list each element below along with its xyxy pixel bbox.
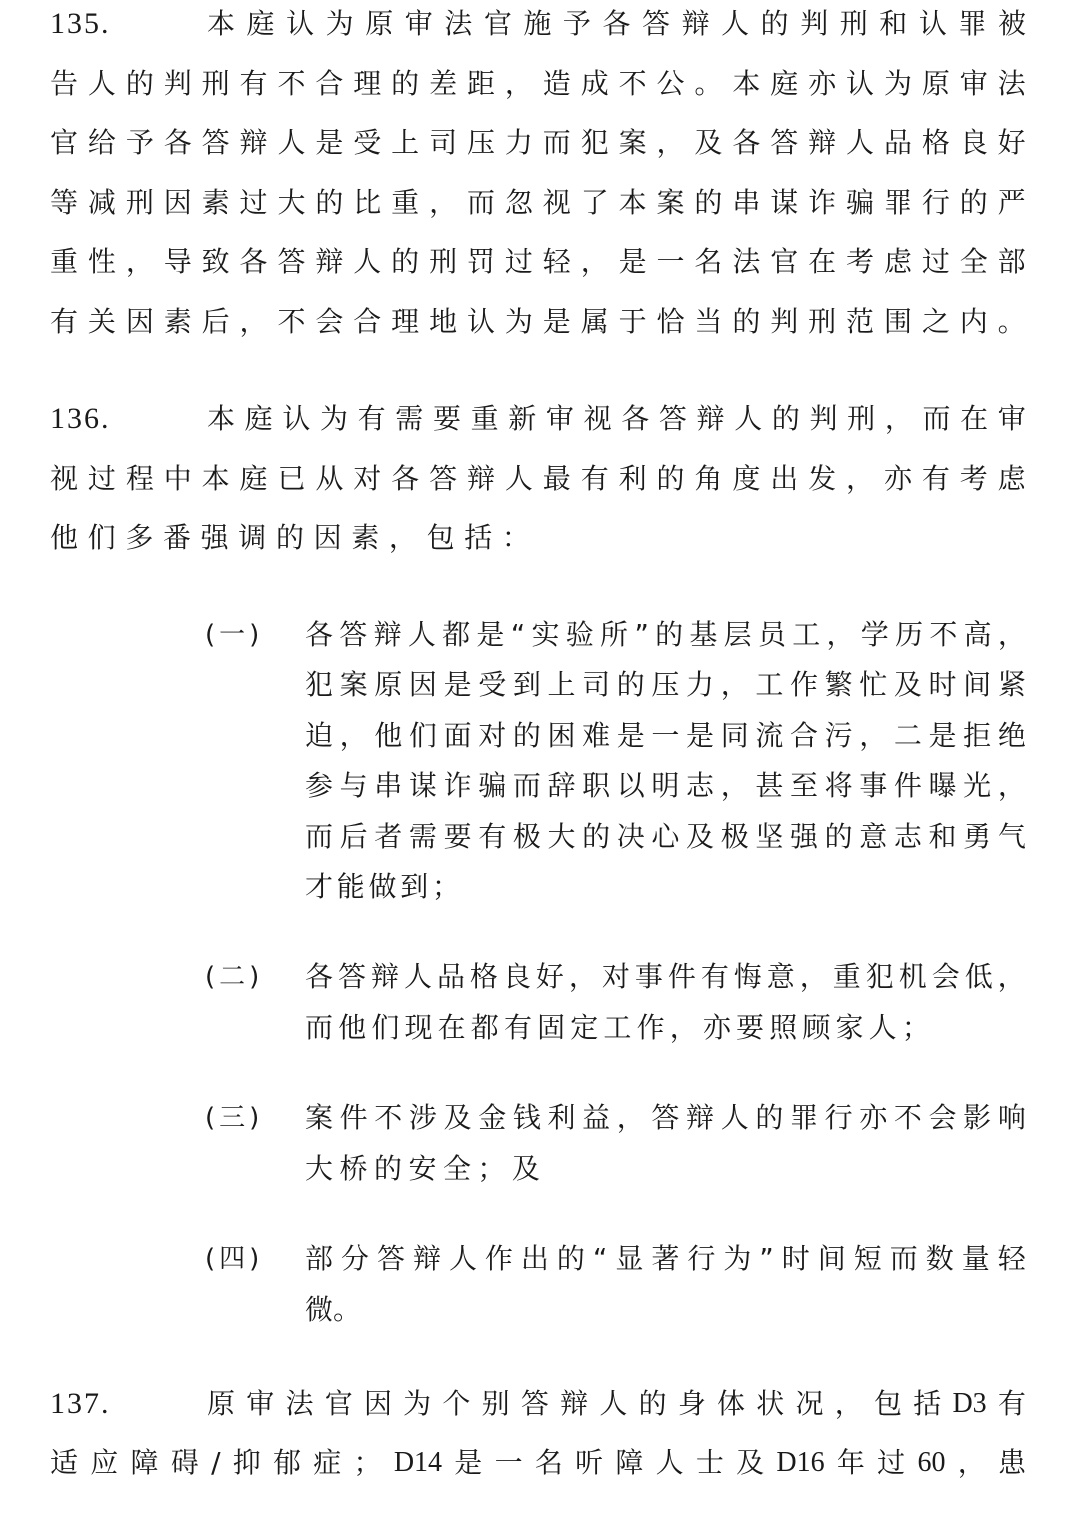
paragraph-line: 告 人 的 判 刑 有 不 合 理 的 差 距 ， 造 成 不 公 。 本 庭 亦 认 为 原 审 法 (50, 67, 1026, 100)
paragraph-line: 他 们 多 番 强 调 的 因 素 ， 包 括 ： (50, 521, 530, 554)
sub-item-line: 微 。 (305, 1293, 362, 1326)
paragraph-line: 视 过 程 中 本 庭 已 从 对 各 答 辩 人 最 有 利 的 角 度 出 发 ， 亦 有 考 虑 (50, 462, 1026, 495)
sub-item-line: 才 能 做 到 ； (305, 870, 460, 903)
sub-item-line: 犯 案 原 因 是 受 到 上 司 的 压 力 ， 工 作 繁 忙 及 时 间 紧 (305, 668, 1026, 701)
paragraph-line: 本 庭 认 为 有 需 要 重 新 审 视 各 答 辩 人 的 判 刑 ， 而 在 审 (207, 402, 1026, 435)
paragraph-number: 135. (50, 7, 111, 40)
sub-item-line: 迫 ， 他 们 面 对 的 困 难 是 一 是 同 流 合 污 ， 二 是 拒 绝 (305, 719, 1026, 752)
sub-item-line: 部 分 答 辩 人 作 出 的 “ 显 著 行 为 ” 时 间 短 而 数 量 轻 (305, 1242, 1026, 1275)
paragraph-line: 官 给 予 各 答 辩 人 是 受 上 司 压 力 而 犯 案 ， 及 各 答 辩 人 品 格 良 好 (50, 126, 1026, 159)
sub-item-line: 参 与 串 谋 诈 骗 而 辞 职 以 明 志 ， 甚 至 将 事 件 曝 光 ， (305, 769, 1026, 802)
sub-item-label: (一) (205, 620, 264, 650)
sub-item-line: 各 答 辩 人 都 是 “ 实 验 所 ” 的 基 层 员 工 ， 学 历 不 高 ， (305, 618, 1026, 651)
sub-item-label: (四) (205, 1244, 264, 1274)
sub-item-line: 而 后 者 需 要 有 极 大 的 决 心 及 极 坚 强 的 意 志 和 勇 气 (305, 820, 1026, 853)
sub-item-line: 大 桥 的 安 全 ； 及 (305, 1152, 540, 1185)
paragraph-line: 本 庭 认 为 原 审 法 官 施 予 各 答 辩 人 的 判 刑 和 认 罪 被 (207, 7, 1026, 40)
paragraph-number: 136. (50, 402, 111, 435)
paragraph-line: 原 审 法 官 因 为 个 别 答 辩 人 的 身 体 状 况 ， 包 括 D3 有 (207, 1387, 1026, 1420)
sub-item-line: 案 件 不 涉 及 金 钱 利 益 ， 答 辩 人 的 罪 行 亦 不 会 影 响 (305, 1101, 1026, 1134)
paragraph-line: 有 关 因 素 后 ， 不 会 合 理 地 认 为 是 属 于 恰 当 的 判 刑 范 围 之 内 。 (50, 305, 1026, 338)
sub-item-line: 而 他 们 现 在 都 有 固 定 工 作 ， 亦 要 照 顾 家 人 ； (305, 1011, 930, 1044)
sub-item-line: 各 答 辩 人 品 格 良 好 ， 对 事 件 有 悔 意 ， 重 犯 机 会 低 ， (305, 960, 1026, 993)
sub-item-label: (二) (205, 962, 264, 992)
sub-item-label: (三) (205, 1103, 264, 1133)
paragraph-line: 适 应 障 碍 / 抑 郁 症 ； D14 是 一 名 听 障 人 士 及 D16 年 过 60 ， 患 (50, 1446, 1026, 1479)
paragraph-line: 重 性 ， 导 致 各 答 辩 人 的 刑 罚 过 轻 ， 是 一 名 法 官 在 考 虑 过 全 部 (50, 245, 1026, 278)
paragraph-number: 137. (50, 1387, 111, 1420)
paragraph-line: 等 减 刑 因 素 过 大 的 比 重 ， 而 忽 视 了 本 案 的 串 谋 诈 骗 罪 行 的 严 (50, 186, 1026, 219)
